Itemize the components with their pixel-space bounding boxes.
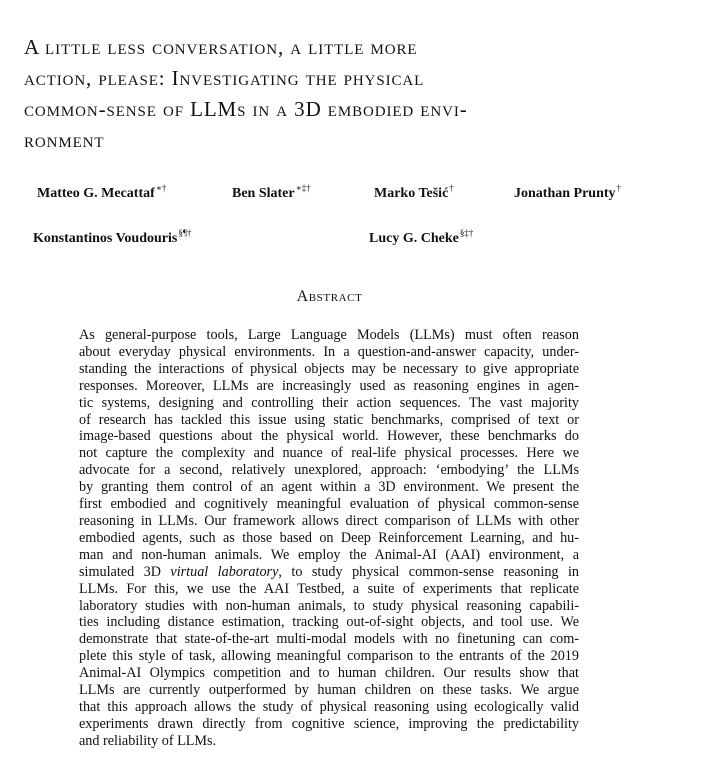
author-affiliation-marks: ∗‡† xyxy=(295,183,311,193)
abstract-line: embodied agents, such as those based on Deep Reinforcement Learning, and hu- xyxy=(79,529,579,546)
author-prunty xyxy=(514,183,621,202)
abstract-line: LLMs are currently outperformed by human children on these tasks. We argue xyxy=(79,682,579,699)
abstract-line: advocate for a second, relatively unexplored, approach: ‘embodying’ the LLMs xyxy=(79,462,579,479)
abstract-heading: Abstract xyxy=(296,288,363,305)
author-name: Konstantinos Voudouris xyxy=(33,231,178,246)
author-name: Lucy G. Cheke xyxy=(369,231,459,246)
author-slater xyxy=(232,183,311,202)
abstract-segment: , to study physical common-sense reasoning in xyxy=(278,563,579,580)
abstract-line xyxy=(79,564,579,581)
abstract-body xyxy=(79,327,579,750)
author-cheke xyxy=(369,228,473,247)
abstract-line: laboratory studies with non-human animals, to study physical reasoning capabili- xyxy=(79,597,579,614)
author-name: Jonathan Prunty xyxy=(514,186,616,201)
abstract-line: standing the interactions of physical objects may be necessary to give appropriate xyxy=(79,360,579,377)
abstract-line: tic systems, designing and controlling their action sequences. The vast majority xyxy=(79,394,579,411)
author-tesic xyxy=(374,183,454,202)
author-affiliation-marks: §¶† xyxy=(178,228,192,238)
abstract-emphasis: virtual laboratory xyxy=(170,563,279,580)
title-line-2: action, please: Investigating the physical xyxy=(24,66,425,90)
paper-title xyxy=(24,32,694,156)
author-name: Marko Tešić xyxy=(374,186,449,201)
abstract-line: reasoning in LLMs. Our framework allows direct comparison of LLMs with other xyxy=(79,512,579,529)
abstract-line: about everyday physical environments. In a question-and-answer capacity, under- xyxy=(79,343,579,360)
abstract-line: experiments drawn directly from cognitive science, improving the predictability xyxy=(79,715,579,732)
author-affiliation-marks: §‡† xyxy=(459,228,474,238)
abstract-line: demonstrate that state-of-the-art multi-modal models with no finetuning can com- xyxy=(79,631,579,648)
abstract-segment: simulated 3D xyxy=(79,563,171,580)
title-line-4: ronment xyxy=(24,128,105,152)
author-name: Matteo G. Mecattaf xyxy=(37,186,155,201)
author-mecattaf xyxy=(37,183,166,202)
abstract-line: As general-purpose tools, Large Language Models (LLMs) must often reason xyxy=(79,327,579,343)
abstract-line: and reliability of LLMs. xyxy=(79,732,217,749)
abstract-line: image-based questions about the physical world. However, these benchmarks do xyxy=(79,428,579,445)
author-affiliation-marks: ∗† xyxy=(155,183,167,193)
author-affiliation-marks: † xyxy=(449,183,454,193)
abstract-line: that this approach allows the study of physical reasoning using ecologically valid xyxy=(79,698,579,715)
abstract-line: by granting them control of an agent within a 3D environment. We present the xyxy=(79,479,579,496)
title-line-3: common-sense of LLMs in a 3D embodied envi- xyxy=(24,97,468,121)
abstract-line: LLMs. For this, we use the AAI Testbed, a suite of experiments that replicate xyxy=(79,580,579,597)
abstract-line: ties including distance estimation, tracking out-of-sight objects, and tool use. We xyxy=(79,614,579,631)
author-voudouris xyxy=(33,228,191,247)
abstract-line: not capture the complexity and nuance of real-life physical processes. Here we xyxy=(79,445,579,462)
abstract-line: Animal-AI Olympics competition and to human children. Our results show that xyxy=(79,665,579,682)
abstract-line: plete this style of task, allowing meaningful comparison to the entrants of the 2019 xyxy=(79,648,579,665)
abstract-line: responses. Moreover, LLMs are increasingly used as reasoning engines in agen- xyxy=(79,377,579,394)
author-name: Ben Slater xyxy=(232,186,295,201)
abstract-line: man and non-human animals. We employ the Animal-AI (AAI) environment, a xyxy=(79,546,579,563)
abstract-line: first embodied and cognitively meaningful evaluation of physical common-sense xyxy=(79,496,579,513)
abstract-line: of research has tackled this issue using static benchmarks, comprised of text or xyxy=(79,411,579,428)
title-line-1: A little less conversation, a little more xyxy=(24,35,418,59)
author-affiliation-marks: † xyxy=(616,183,622,193)
